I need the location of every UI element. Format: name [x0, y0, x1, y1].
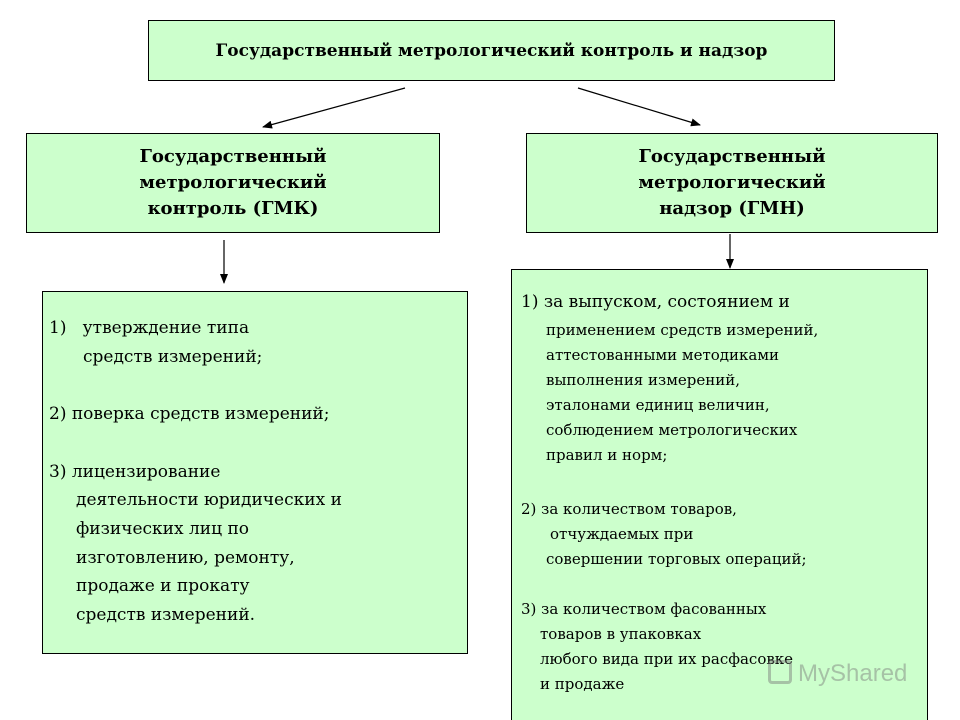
gmk-list-line: 1) утверждение типа	[49, 318, 250, 338]
gmn-list-line: товаров в упаковках	[540, 625, 702, 643]
watermark-logo-icon	[768, 660, 792, 684]
gmk-list-line: 3) лицензирование	[49, 462, 221, 482]
gmk-title-line: Государственный	[139, 146, 327, 167]
gmk-title-line: метрологический	[139, 172, 327, 193]
gmn-list-line: применением средств измерений,	[546, 321, 819, 339]
watermark-text: MyShared	[798, 660, 908, 687]
gmk-title-line: контроль (ГМК)	[147, 198, 319, 219]
gmn-list-line: выполнения измерений,	[546, 371, 741, 389]
gmn-list-line: и продаже	[540, 675, 625, 693]
gmn-list-line: 3) за количеством фасованных	[521, 600, 767, 618]
gmn-title-line: метрологический	[638, 172, 826, 193]
gmk-list-line: средств измерений;	[83, 347, 263, 367]
arrow-to-gmn	[578, 88, 700, 125]
gmn-list-line: 2) за количеством товаров,	[521, 500, 737, 518]
gmn-list-line: совершении торговых операций;	[546, 550, 807, 568]
gmn-list-line: аттестованными методиками	[546, 346, 779, 364]
gmk-functions-box	[42, 291, 468, 654]
root-node-title: Государственный метрологический контроль и надзор	[215, 40, 768, 61]
gmk-list-line: продаже и прокату	[76, 576, 250, 596]
gmn-list-line: отчуждаемых при	[550, 525, 694, 543]
gmk-list-line: физических лиц по	[76, 519, 250, 539]
gmk-node-box	[26, 133, 440, 233]
watermark	[768, 660, 907, 688]
gmk-list-line: изготовлению, ремонту,	[76, 548, 295, 568]
gmk-list-line: деятельности юридических и	[76, 490, 342, 510]
gmk-list-line: 2) поверка средств измерений;	[49, 404, 330, 424]
gmn-list-line: соблюдением метрологических	[546, 421, 798, 439]
gmn-list-line: 1) за выпуском, состоянием и	[521, 292, 790, 312]
arrow-to-gmk	[263, 88, 405, 127]
gmn-list-line: правил и норм;	[546, 446, 668, 464]
gmn-title-line: надзор (ГМН)	[659, 198, 805, 219]
gmn-title-line: Государственный	[638, 146, 826, 167]
gmn-list-line: эталонами единиц величин,	[546, 396, 770, 414]
gmn-list-line: любого вида при их расфасовке	[540, 650, 794, 668]
gmk-list-line: средств измерений.	[76, 605, 256, 625]
gmn-functions-box	[511, 269, 928, 720]
root-node-box	[148, 20, 835, 81]
gmn-node-box	[526, 133, 938, 233]
